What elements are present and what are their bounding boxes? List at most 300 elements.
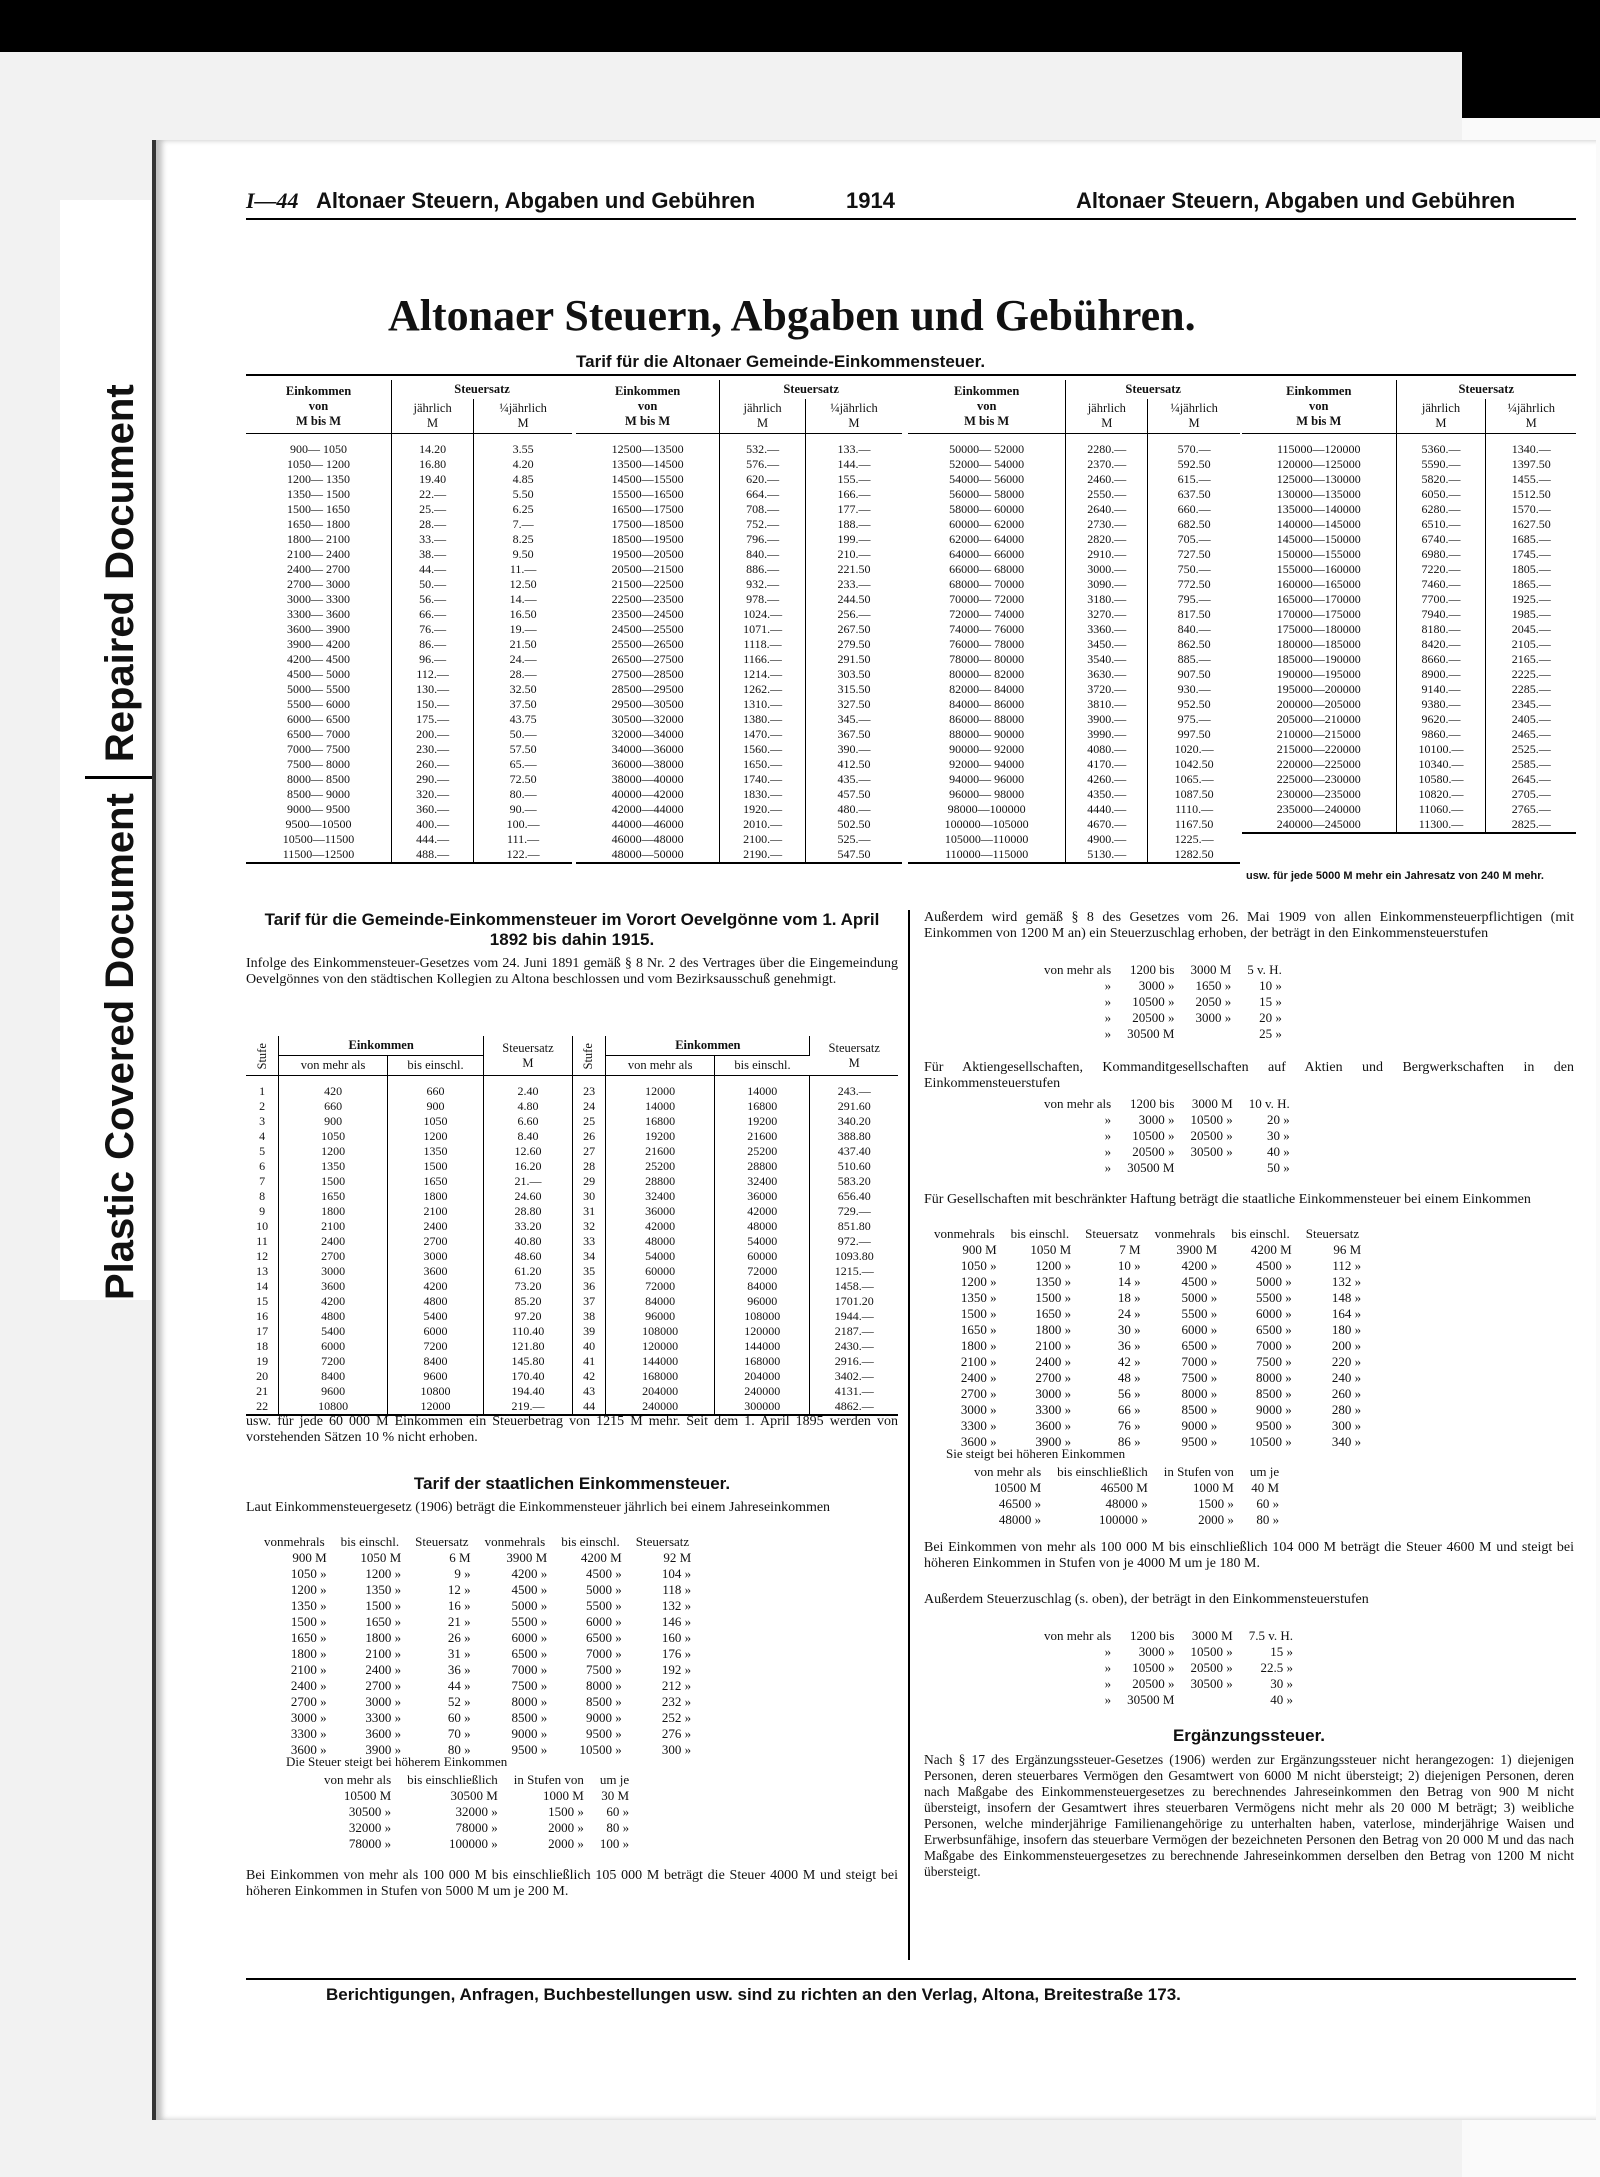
table-cell: 1050 » — [960, 1258, 997, 1273]
cell-jaehrlich: 3900.— — [1066, 712, 1148, 727]
cell-vierteljaehrlich: 817.50 — [1177, 607, 1211, 621]
table-row — [1036, 1026, 1290, 1042]
cell-jaehrlich: 6280.— — [1396, 502, 1486, 517]
cell-bis: 4800 — [387, 1294, 483, 1309]
table-cell: 300 » — [1331, 1418, 1362, 1433]
cell-jaehrlich: 6050.— — [1396, 487, 1486, 502]
cell-bis: 204000 — [715, 1369, 810, 1384]
cell-einkommen: 190000—195000 — [1242, 667, 1396, 682]
cell-jaehrlich: 230.— — [392, 742, 474, 757]
cell-steuersatz: 24.60 — [484, 1189, 573, 1204]
footer-publisher-note: Berichtigungen, Anfragen, Buchbestellungen usw. sind zu richten an den Verlag, Altona, Breitestraße 173. — [326, 1985, 1181, 2004]
table-cell: 164 » — [1331, 1306, 1362, 1321]
cell-einkommen: 24500—25500 — [576, 622, 720, 637]
cell-vierteljaehrlich: 50.— — [509, 727, 537, 741]
cell-vierteljaehrlich: 1042.50 — [1174, 757, 1214, 771]
table-cell: 276 » — [661, 1726, 692, 1741]
tariff-table-4 — [1242, 380, 1576, 834]
cell-jaehrlich: 3630.— — [1066, 667, 1148, 682]
cell-jaehrlich: 2100.— — [720, 832, 806, 847]
table-cell: 7500 » — [1255, 1354, 1292, 1369]
table-cell: 900 M — [962, 1242, 997, 1257]
table-cell: 118 » — [662, 1582, 692, 1597]
cell-jaehrlich: 4440.— — [1066, 802, 1148, 817]
cell-jaehrlich: 4670.— — [1066, 817, 1148, 832]
cell-von: 8400 — [279, 1369, 388, 1384]
staat-title: Tarif der staatlichen Einkommensteuer. — [413, 1474, 731, 1493]
table-row — [246, 1099, 898, 1114]
cell-vierteljaehrlich: 4.20 — [512, 457, 534, 471]
table-row — [1036, 1692, 1301, 1708]
cell-vierteljaehrlich: 682.50 — [1177, 517, 1211, 531]
cell-jaehrlich: 25.— — [392, 502, 474, 517]
cell-einkommen: 1200— 1350 — [246, 472, 392, 487]
cell-jaehrlich: 3810.— — [1066, 697, 1148, 712]
table-cell: 2000 » — [548, 1820, 584, 1835]
cell-bis: 54000 — [715, 1234, 810, 1249]
table-cell: 48000 » — [998, 1512, 1042, 1527]
table-cell: 3600 » — [960, 1434, 997, 1449]
cell-jaehrlich: 488.— — [392, 847, 474, 863]
cell-vierteljaehrlich: 975.— — [1177, 712, 1211, 726]
cell-jaehrlich: 1380.— — [720, 712, 806, 727]
cell-stufe: 12 — [246, 1249, 279, 1264]
cell-vierteljaehrlich: 315.50 — [837, 682, 871, 696]
cell-stufe: 18 — [246, 1339, 279, 1354]
cell-von: 1500 — [279, 1174, 388, 1189]
cell-jaehrlich: 2820.— — [1066, 532, 1148, 547]
cell-vierteljaehrlich: 2705.— — [1511, 787, 1551, 801]
cell-vierteljaehrlich: 21.50 — [509, 637, 537, 651]
cell-von: 1350 — [279, 1159, 388, 1174]
cell-jaehrlich: 9860.— — [1396, 727, 1486, 742]
cell-stufe: 26 — [572, 1129, 605, 1144]
table-cell: 1800 » — [960, 1338, 997, 1353]
cell-stufe: 29 — [572, 1174, 605, 1189]
cell-einkommen: 60000— 62000 — [908, 517, 1066, 532]
cell-von: 2700 — [279, 1249, 388, 1264]
table-cell: 50 » — [1267, 1160, 1290, 1175]
cell-vierteljaehrlich: 1805.— — [1511, 562, 1551, 576]
cell-bis: 144000 — [715, 1339, 810, 1354]
table-row — [908, 577, 1240, 592]
col-header: von mehr als — [324, 1772, 392, 1787]
table-cell: 3000 M — [1191, 1628, 1233, 1643]
cell-einkommen: 235000—240000 — [1242, 802, 1396, 817]
cell-vierteljaehrlich: 233.— — [837, 577, 871, 591]
cell-jaehrlich: 886.— — [720, 562, 806, 577]
column-divider — [908, 910, 910, 1960]
cell-stufe: 19 — [246, 1354, 279, 1369]
cell-vierteljaehrlich: 16.50 — [509, 607, 537, 621]
table-cell: 15 » — [1270, 1644, 1294, 1659]
table-cell: 48 » — [1117, 1370, 1141, 1385]
cell-einkommen: 74000— 76000 — [908, 622, 1066, 637]
cell-vierteljaehrlich: 279.50 — [837, 637, 871, 651]
header-year: 1914 — [846, 188, 895, 213]
cell-jaehrlich: 112.— — [392, 667, 474, 682]
cell-vierteljaehrlich: 6.25 — [512, 502, 534, 516]
cell-einkommen: 28500—29500 — [576, 682, 720, 697]
cell-vierteljaehrlich: 367.50 — [837, 727, 871, 741]
cell-vierteljaehrlich: 1087.50 — [1174, 787, 1214, 801]
cell-jaehrlich: 444.— — [392, 832, 474, 847]
table-cell: 80 » — [606, 1820, 630, 1835]
cell-bis: 7200 — [387, 1339, 483, 1354]
table-row — [576, 652, 902, 667]
table-row — [908, 802, 1240, 817]
table-row — [256, 1726, 697, 1742]
cell-jaehrlich: 2370.— — [1066, 457, 1148, 472]
table-row — [246, 667, 572, 682]
cell-jaehrlich: 4260.— — [1066, 772, 1148, 787]
cell-einkommen: 15500—16500 — [576, 487, 720, 502]
cell-von: 36000 — [606, 1204, 715, 1219]
cell-vierteljaehrlich: 2225.— — [1511, 667, 1551, 681]
table-row — [908, 727, 1240, 742]
cell-vierteljaehrlich: 952.50 — [1177, 697, 1211, 711]
cell-einkommen: 32000—34000 — [576, 727, 720, 742]
table-row — [576, 434, 902, 458]
cell-jaehrlich: 2730.— — [1066, 517, 1148, 532]
cell-stufe: 20 — [246, 1369, 279, 1384]
cell-von: 48000 — [606, 1234, 715, 1249]
cell-steuersatz: 2430.— — [834, 1339, 874, 1353]
table-row — [256, 1710, 697, 1726]
table-cell: 3600 » — [365, 1726, 402, 1741]
cell-vierteljaehrlich: 221.50 — [837, 562, 871, 576]
cell-einkommen: 175000—180000 — [1242, 622, 1396, 637]
cell-jaehrlich: 6510.— — [1396, 517, 1486, 532]
cell-bis: 19200 — [715, 1114, 810, 1129]
cell-steuersatz: 61.20 — [484, 1264, 573, 1279]
table-row — [908, 502, 1240, 517]
table-row — [1242, 817, 1576, 833]
cell-vierteljaehrlich: 862.50 — [1177, 637, 1211, 651]
cell-steuersatz: 85.20 — [484, 1294, 573, 1309]
cell-von: 7200 — [279, 1354, 388, 1369]
cell-einkommen: 11500—12500 — [246, 847, 392, 863]
cell-stufe: 4 — [246, 1129, 279, 1144]
cell-vierteljaehrlich: 24.— — [509, 652, 537, 666]
table-row — [926, 1306, 1367, 1322]
cell-einkommen: 88000— 90000 — [908, 727, 1066, 742]
cell-stufe: 15 — [246, 1294, 279, 1309]
cell-jaehrlich: 1920.— — [720, 802, 806, 817]
cell-von: 10800 — [279, 1399, 388, 1415]
table-row — [1242, 652, 1576, 667]
table-cell: 3000 » — [1035, 1386, 1072, 1401]
table-row — [576, 607, 902, 622]
cell-stufe: 1 — [246, 1076, 279, 1100]
cell-einkommen: 155000—160000 — [1242, 562, 1396, 577]
table-cell: 3300 » — [290, 1726, 327, 1741]
cell-vierteljaehrlich: 1570.— — [1511, 502, 1551, 516]
table-cell: 260 » — [1331, 1386, 1362, 1401]
table-row — [246, 622, 572, 637]
cell-bis: 2100 — [387, 1204, 483, 1219]
table-cell: 40 » — [1270, 1692, 1294, 1707]
table-cell: 7500 » — [511, 1678, 548, 1693]
cell-steuersatz: 2187.— — [834, 1324, 874, 1338]
table-cell: 9 » — [454, 1566, 471, 1581]
cell-einkommen: 4500— 5000 — [246, 667, 392, 682]
table-cell: 300 » — [661, 1742, 692, 1757]
table-cell: von mehr als — [1044, 962, 1112, 977]
table-row — [256, 1566, 697, 1582]
table-row — [316, 1820, 637, 1836]
cell-vierteljaehrlich: 412.50 — [837, 757, 871, 771]
table-row — [576, 712, 902, 727]
table-row — [246, 817, 572, 832]
table-row — [576, 502, 902, 517]
cell-vierteljaehrlich: 1865.— — [1511, 577, 1551, 591]
table-row — [256, 1582, 697, 1598]
col-header: bis einschl. — [1010, 1226, 1070, 1241]
col-jaehrlich: jährlich M — [1066, 399, 1148, 434]
cell-jaehrlich: 50.— — [392, 577, 474, 592]
cell-einkommen: 25500—26500 — [576, 637, 720, 652]
table-cell: 9500 » — [1181, 1434, 1218, 1449]
cell-von: 84000 — [606, 1294, 715, 1309]
cell-einkommen: 215000—220000 — [1242, 742, 1396, 757]
col-einkommen: Einkommen von M bis M — [908, 380, 1066, 434]
table-row — [576, 787, 902, 802]
cell-vierteljaehrlich: 2765.— — [1511, 802, 1551, 816]
table-cell: 1500 » — [290, 1614, 327, 1629]
cell-bis: 660 — [387, 1076, 483, 1100]
cell-stufe: 39 — [572, 1324, 605, 1339]
side-label-repaired: Repaired Document — [97, 384, 142, 763]
table-cell: 8500 » — [1255, 1386, 1292, 1401]
cell-jaehrlich: 66.— — [392, 607, 474, 622]
table-cell: 32000 » — [348, 1820, 392, 1835]
table-cell: 2700 » — [960, 1386, 997, 1401]
table-row — [246, 532, 572, 547]
table-row — [246, 434, 572, 458]
cell-stufe: 10 — [246, 1219, 279, 1234]
table-cell: 5500 » — [585, 1598, 622, 1613]
table-cell: 46500 M — [1100, 1480, 1148, 1495]
zuschlag-table-1 — [1036, 962, 1290, 1042]
cell-einkommen: 66000— 68000 — [908, 562, 1066, 577]
cell-stufe: 36 — [572, 1279, 605, 1294]
cell-jaehrlich: 1262.— — [720, 682, 806, 697]
table-row — [246, 1324, 898, 1339]
cell-einkommen: 42000—44000 — [576, 802, 720, 817]
table-row — [246, 772, 572, 787]
table-row — [1242, 592, 1576, 607]
cell-bis: 32400 — [715, 1174, 810, 1189]
cell-jaehrlich: 978.— — [720, 592, 806, 607]
cell-jaehrlich: 10580.— — [1396, 772, 1486, 787]
cell-einkommen: 3300— 3600 — [246, 607, 392, 622]
cell-stufe: 9 — [246, 1204, 279, 1219]
table-cell: 5500 » — [511, 1614, 548, 1629]
cell-jaehrlich: 2010.— — [720, 817, 806, 832]
cell-steuersatz: 6.60 — [484, 1114, 573, 1129]
table-cell: 60 » — [606, 1804, 630, 1819]
ergaenzung-text: Nach § 17 des Ergänzungssteuer-Gesetzes (1906) werden zur Ergänzungssteuer nicht herangezogen: 1) diejenigen Personen, deren steuerbares Vermögen den Gesamtwert von 6000 M nicht übersteigt; 2) diejenigen Personen, deren nach Maßgabe des Einkommensteuergesetzes zu berechnendes Jahreseinkommen den Betrag von 900 M nicht übersteigt, insofern der Gesamtwert ihres steuerbaren Vermögens nicht mehr als 20 000 M beträgt; 3) weibliche Personen, welche minderjährige Familienangehörige zu unterhalten haben, vaterlose, minderjährige Waisen und Erwerbsunfähige, insofern das steuerbare Vermögen der bezeichneten Personen den Betrag von 20 000 M und das nach Maßgabe des Einkommensteuergesetzes zu berechnende Jahreseinkommen derselben den Betrag von 1200 M nicht übersteigt. — [924, 1752, 1574, 1879]
table-row — [926, 1418, 1367, 1434]
cell-vierteljaehrlich: 2525.— — [1511, 742, 1551, 756]
cell-vierteljaehrlich: 2165.— — [1511, 652, 1551, 666]
cell-stufe: 35 — [572, 1264, 605, 1279]
cell-bis: 48000 — [715, 1219, 810, 1234]
col-vierteljaehrlich: ¼jährlich M — [1148, 399, 1240, 434]
table-row — [908, 742, 1240, 757]
table-row — [1036, 1676, 1301, 1692]
cell-vierteljaehrlich: 122.— — [506, 847, 540, 861]
cell-einkommen: 36000—38000 — [576, 757, 720, 772]
cell-steuersatz: 729.— — [837, 1204, 871, 1218]
table-row — [576, 742, 902, 757]
cell-jaehrlich: 4080.— — [1066, 742, 1148, 757]
table-cell: 1350 » — [290, 1598, 327, 1613]
cell-einkommen: 7000— 7500 — [246, 742, 392, 757]
gmbh-text: Für Gesellschaften mit beschränkter Haftung beträgt die staatliche Einkommensteuer bei einem Einkommen — [924, 1192, 1531, 1207]
col-jaehrlich: jährlich M — [1396, 399, 1486, 434]
table-row — [926, 1322, 1367, 1338]
table-row — [1242, 757, 1576, 772]
cell-vierteljaehrlich: 2345.— — [1511, 697, 1551, 711]
cell-jaehrlich: 3270.— — [1066, 607, 1148, 622]
document-page — [152, 140, 1596, 2120]
table-cell: 48000 » — [1105, 1496, 1148, 1511]
cell-bis: 36000 — [715, 1189, 810, 1204]
cell-jaehrlich: 175.— — [392, 712, 474, 727]
table-cell: 3000 M — [1190, 962, 1232, 977]
cell-vierteljaehrlich: 210.— — [837, 547, 871, 561]
table-cell: 2100 » — [1035, 1338, 1072, 1353]
table-row — [1242, 667, 1576, 682]
table-cell: 5000 » — [1181, 1290, 1218, 1305]
staat-intro: Laut Einkommensteuergesetz (1906) beträgt die Einkommensteuer jährlich bei einem Jahreseinkommen — [246, 1500, 831, 1515]
cell-vierteljaehrlich: 1985.— — [1511, 607, 1551, 621]
cell-jaehrlich: 150.— — [392, 697, 474, 712]
col-stufe: Stufe — [572, 1036, 605, 1076]
col-header: Steuersatz — [415, 1534, 469, 1549]
cell-einkommen: 210000—215000 — [1242, 727, 1396, 742]
cell-stufe: 7 — [246, 1174, 279, 1189]
cell-vierteljaehrlich: 72.50 — [509, 772, 537, 786]
cell-jaehrlich: 3540.— — [1066, 652, 1148, 667]
table-row — [908, 757, 1240, 772]
table-row — [1036, 962, 1290, 978]
cell-bis: 28800 — [715, 1159, 810, 1174]
cell-einkommen: 3000— 3300 — [246, 592, 392, 607]
cell-einkommen: 12500—13500 — [576, 434, 720, 458]
cell-bis: 21600 — [715, 1129, 810, 1144]
cell-bis: 240000 — [715, 1384, 810, 1399]
table-cell: 2400 » — [365, 1662, 402, 1677]
cell-einkommen: 64000— 66000 — [908, 547, 1066, 562]
table4-note: usw. für jede 5000 M mehr ein Jahresatz von 240 M mehr. — [1246, 870, 1544, 882]
cell-vierteljaehrlich: 637.50 — [1177, 487, 1211, 501]
cell-jaehrlich: 1214.— — [720, 667, 806, 682]
table-row — [246, 1144, 898, 1159]
table-cell: 40 » — [1267, 1144, 1290, 1159]
cell-einkommen: 16500—17500 — [576, 502, 720, 517]
cell-vierteljaehrlich: 303.50 — [837, 667, 871, 681]
table-row — [1242, 697, 1576, 712]
cell-bis: 3600 — [387, 1264, 483, 1279]
cell-jaehrlich: 4350.— — [1066, 787, 1148, 802]
table-row — [908, 817, 1240, 832]
side-label-divider — [85, 776, 155, 779]
table-row — [926, 1290, 1367, 1306]
table-cell: 7000 » — [511, 1662, 548, 1677]
cell-bis: 1050 — [387, 1114, 483, 1129]
table-cell: 3000 » — [1138, 1644, 1175, 1659]
cell-vierteljaehrlich: 1225.— — [1174, 832, 1214, 846]
table-cell: 3900 M — [1176, 1242, 1218, 1257]
cell-einkommen: 160000—165000 — [1242, 577, 1396, 592]
table-row — [246, 502, 572, 517]
cell-einkommen: 82000— 84000 — [908, 682, 1066, 697]
cell-vierteljaehrlich: 795.— — [1177, 592, 1211, 606]
cell-jaehrlich: 5130.— — [1066, 847, 1148, 863]
oevelgoenne-note: usw. für jede 60 000 M Einkommen ein Steuerbetrag von 1215 M mehr. Seit dem 1. April 1895 werden von vorstehenden Sätzen 10 % nicht erhoben. — [246, 1414, 898, 1445]
scan-right-bar — [1462, 52, 1600, 118]
cell-vierteljaehrlich: 7.— — [512, 517, 534, 531]
cell-bis: 96000 — [715, 1294, 810, 1309]
table-row — [246, 1159, 898, 1174]
table-row — [1242, 682, 1576, 697]
cell-von: 420 — [279, 1076, 388, 1100]
table-cell: 2100 » — [365, 1646, 402, 1661]
table-cell: 40 M — [1251, 1480, 1280, 1495]
table-cell — [1182, 1026, 1239, 1042]
col-steuersatz: Steuersatz — [1458, 382, 1515, 396]
table-cell: 60 » — [447, 1710, 471, 1725]
table-row — [1242, 622, 1576, 637]
cell-bis: 14000 — [715, 1076, 810, 1100]
cell-einkommen: 200000—205000 — [1242, 697, 1396, 712]
table-cell: 1350 » — [1035, 1274, 1072, 1289]
cell-jaehrlich: 44.— — [392, 562, 474, 577]
table-row — [1242, 487, 1576, 502]
cell-von: 54000 — [606, 1249, 715, 1264]
table-row — [908, 517, 1240, 532]
table-row — [316, 1804, 637, 1820]
cell-jaehrlich: 9140.— — [1396, 682, 1486, 697]
table-row — [1242, 607, 1576, 622]
table-row — [1242, 727, 1576, 742]
cell-einkommen: 94000— 96000 — [908, 772, 1066, 787]
cell-von: 19200 — [606, 1129, 715, 1144]
table-cell: 30500 » — [1190, 1676, 1233, 1691]
table-row — [908, 592, 1240, 607]
table-cell: 96 M — [1333, 1242, 1362, 1257]
cell-vierteljaehrlich: 2285.— — [1511, 682, 1551, 696]
cell-einkommen: 125000—130000 — [1242, 472, 1396, 487]
table-row — [246, 637, 572, 652]
cell-von: 28800 — [606, 1174, 715, 1189]
table-row — [926, 1242, 1367, 1258]
cell-vierteljaehrlich: 133.— — [837, 442, 871, 456]
table-row — [256, 1646, 697, 1662]
cell-vierteljaehrlich: 244.50 — [837, 592, 871, 606]
table-cell: 66 » — [1117, 1402, 1141, 1417]
table-cell: 10500 » — [1132, 994, 1175, 1009]
table-row — [576, 667, 902, 682]
table-cell: 2400 » — [960, 1370, 997, 1385]
cell-steuersatz: 972.— — [837, 1234, 871, 1248]
cell-steuersatz: 28.80 — [484, 1204, 573, 1219]
cell-von: 144000 — [606, 1354, 715, 1369]
running-header — [246, 188, 1576, 220]
